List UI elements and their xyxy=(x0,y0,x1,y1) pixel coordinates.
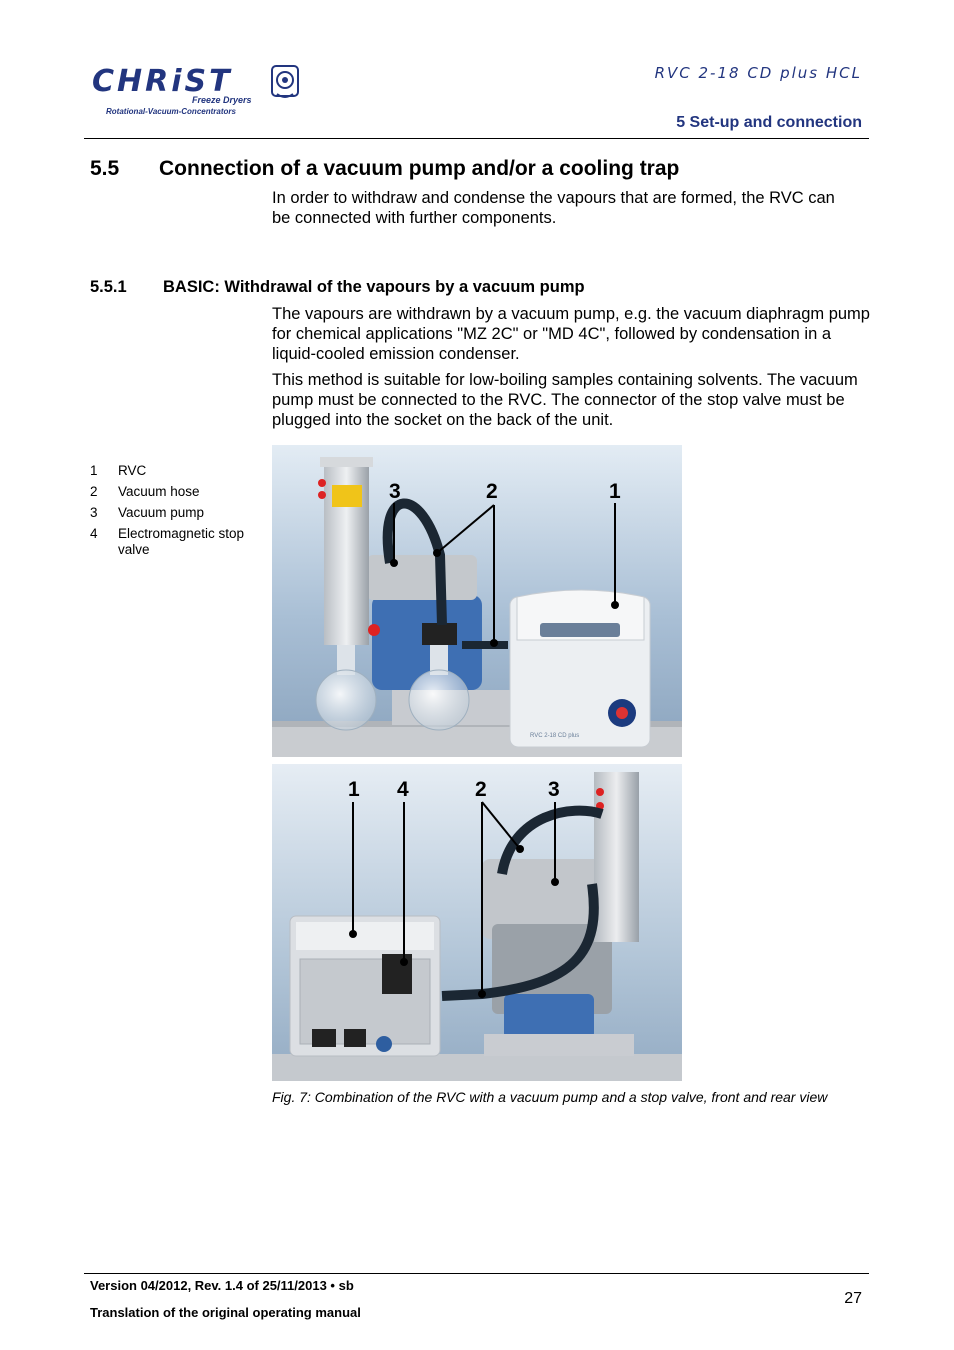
subsection-number: 5.5.1 xyxy=(90,278,127,296)
callout-label: 3 xyxy=(389,480,401,503)
footer-version: Version 04/2012, Rev. 1.4 of 25/11/2013 • sb xyxy=(90,1278,354,1293)
logo-text: CHRiST xyxy=(92,64,233,99)
legend-item: 2 Vacuum hose xyxy=(90,484,200,499)
callout-label: 1 xyxy=(348,778,360,801)
legend-item: 3 Vacuum pump xyxy=(90,505,205,520)
section-intro: In order to withdraw and condense the vapours that are formed, the RVC can be connected with further components. xyxy=(272,189,835,227)
page-number: 27 xyxy=(844,1290,862,1307)
callout-label: 1 xyxy=(609,480,621,503)
legend-item: 4 Electromagnetic stop valve xyxy=(90,526,245,557)
callout-label: 2 xyxy=(475,778,487,801)
section-number: 5.5 xyxy=(90,157,120,180)
callout-label: 3 xyxy=(548,778,560,801)
subsection-heading xyxy=(90,278,585,297)
logo-subtitle-2: Rotational-Vacuum-Concentrators xyxy=(106,107,236,116)
callout-label: 2 xyxy=(486,480,498,503)
header-divider xyxy=(84,138,869,139)
section-title: Connection of a vacuum pump and/or a cooling trap xyxy=(159,157,680,180)
subsection-paragraph-1: The vapours are withdrawn by a vacuum pump, e.g. the vacuum diaphragm pump for chemical applications "MZ 2C" or "MD 4C", followed by condensation in a liquid-cooled emission condenser. xyxy=(272,305,870,363)
figure-legend xyxy=(90,463,265,563)
subsection-title: BASIC: Withdrawal of the vapours by a vacuum pump xyxy=(163,278,585,296)
section-heading xyxy=(90,157,679,181)
product-name: RVC 2-18 CD plus HCL xyxy=(654,64,862,82)
legend-item: 1 RVC xyxy=(90,463,147,478)
footer-translation: Translation of the original operating manual xyxy=(90,1305,361,1320)
subsection-paragraph-2: This method is suitable for low-boiling samples containing solvents. The vacuum pump must be connected to the RVC. The connector of the stop valve must be plugged into the socket on the back of the unit. xyxy=(272,371,858,429)
callout-label: 4 xyxy=(397,778,409,801)
device-label: RVC 2-18 CD plus xyxy=(530,733,580,739)
logo-subtitle: Freeze Dryers xyxy=(192,95,252,105)
photo-rear-view xyxy=(272,764,682,1081)
figure-caption: Fig. 7: Combination of the RVC with a vacuum pump and a stop valve, front and rear view xyxy=(272,1089,828,1105)
footer-divider xyxy=(84,1273,869,1274)
running-header: 5 Set-up and connection xyxy=(676,114,862,131)
photo-front-view xyxy=(272,445,682,757)
